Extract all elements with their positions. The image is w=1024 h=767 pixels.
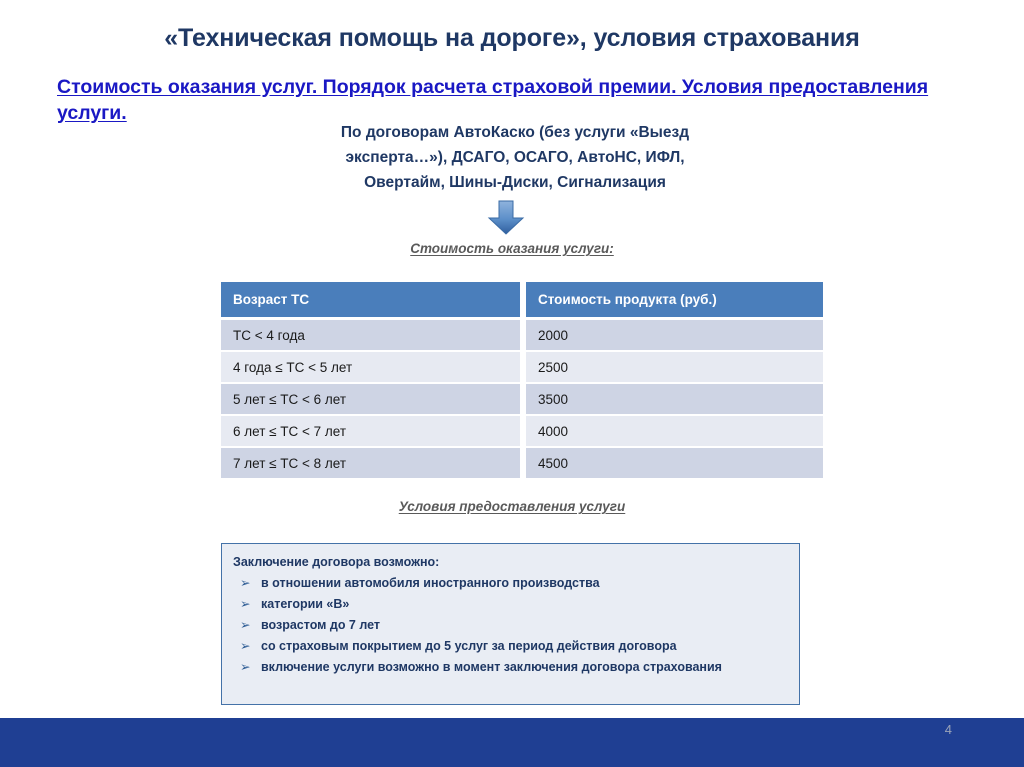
list-item-label: со страховым покрытием до 5 услуг за период действия договора <box>261 639 677 653</box>
list-item <box>233 615 787 636</box>
list-item-label: категории «В» <box>261 597 350 611</box>
arrow-bullet-icon: ➢ <box>240 597 251 611</box>
column-header-price: Стоимость продукта (руб.) <box>526 282 823 320</box>
list-item <box>233 573 787 594</box>
column-header-age: Возраст ТС <box>221 282 526 320</box>
footer-bar <box>0 718 1024 767</box>
conditions-list <box>233 573 787 678</box>
table-row <box>221 416 823 448</box>
arrow-bullet-icon: ➢ <box>240 660 251 674</box>
price-table <box>221 282 823 480</box>
cell-age: 6 лет ≤ ТС < 7 лет <box>221 416 526 448</box>
page-number: 4 <box>944 722 952 737</box>
cell-price: 2500 <box>526 352 823 384</box>
table-row <box>221 448 823 480</box>
list-item <box>233 636 787 657</box>
cell-age: ТС < 4 года <box>221 320 526 352</box>
cell-age: 5 лет ≤ ТС < 6 лет <box>221 384 526 416</box>
list-item <box>233 594 787 615</box>
list-item-label: возрастом до 7 лет <box>261 618 381 632</box>
price-caption: Стоимость оказания услуги: <box>410 241 614 256</box>
subtitle-hyperlink[interactable]: Стоимость оказания услуг. Порядок расчета страховой премии. Условия предоставления услуги. <box>57 76 929 124</box>
arrow-bullet-icon: ➢ <box>240 576 251 590</box>
down-arrow-icon <box>485 198 527 238</box>
products-line-2: эксперта…»), ДСАГО, ОСАГО, АвтоНС, ИФЛ, <box>345 149 685 166</box>
table-header-row <box>221 282 823 320</box>
conditions-box <box>221 543 800 705</box>
cell-age: 7 лет ≤ ТС < 8 лет <box>221 448 526 480</box>
cell-price: 3500 <box>526 384 823 416</box>
list-item-label: включение услуги возможно в момент заключения договора страхования <box>261 660 722 674</box>
cell-price: 4000 <box>526 416 823 448</box>
products-line-3: Овертайм, Шины-Диски, Сигнализация <box>364 174 666 191</box>
list-item <box>233 657 787 678</box>
list-item-label: в отношении автомобиля иностранного производства <box>261 576 600 590</box>
cell-price: 4500 <box>526 448 823 480</box>
cell-age: 4 года ≤ ТС < 5 лет <box>221 352 526 384</box>
products-line-1: По договорам АвтоКаско (без услуги «Выезд <box>340 124 690 141</box>
terms-caption: Условия предоставления услуги <box>398 499 626 514</box>
cell-price: 2000 <box>526 320 823 352</box>
products-list <box>290 120 740 195</box>
table-row <box>221 384 823 416</box>
table-row <box>221 320 823 352</box>
conditions-title: Заключение договора возможно: <box>233 555 440 569</box>
page-title: «Техническая помощь на дороге», условия страхования <box>164 24 860 52</box>
arrow-bullet-icon: ➢ <box>240 618 251 632</box>
arrow-bullet-icon: ➢ <box>240 639 251 653</box>
table-row <box>221 352 823 384</box>
